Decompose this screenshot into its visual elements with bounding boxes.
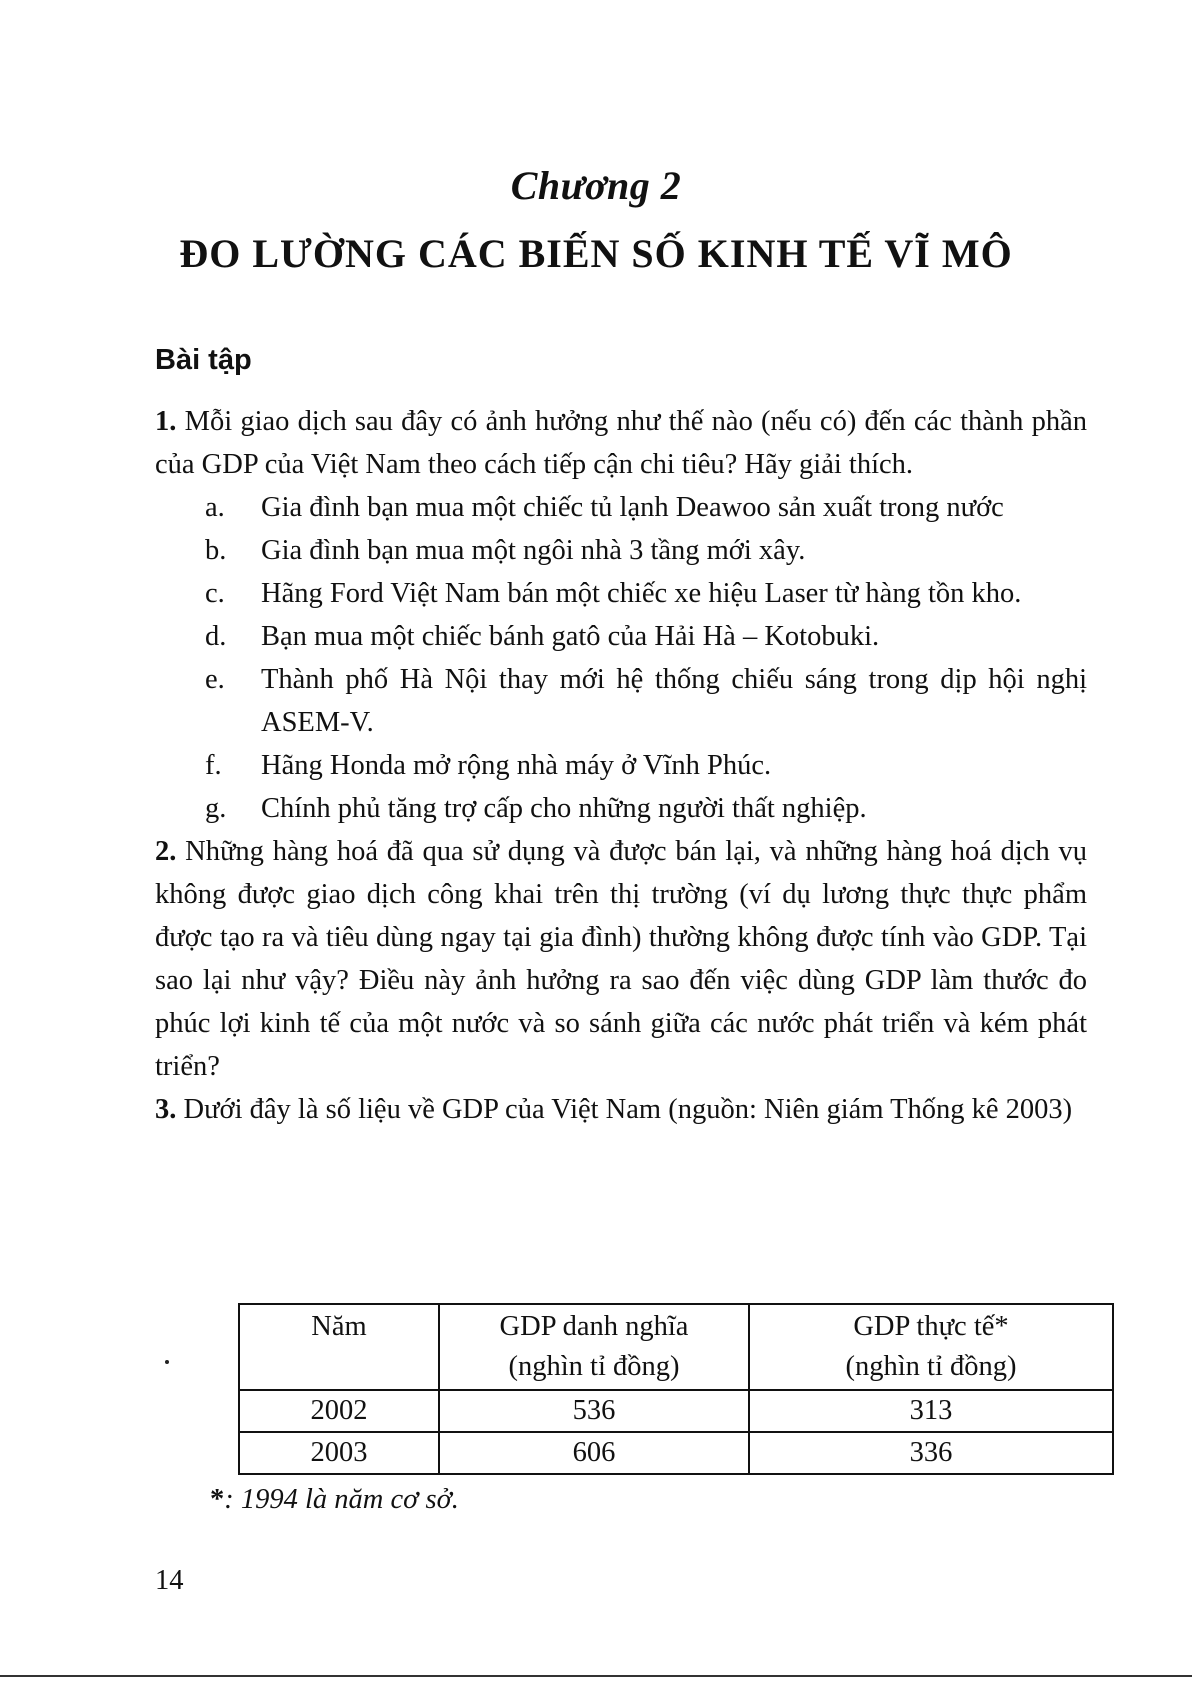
question-2-text: Những hàng hoá đã qua sử dụng và được bán lại, và những hàng hoá dịch vụ không được giao dịch công khai trên thị trường (ví dụ lương thực thực phẩm được tạo ra và tiêu dùng ngay tại gia đình) thường không được tính vào GDP. Tại sao lại như vậy? Điều này ảnh hưởng ra sao đến việc dùng GDP làm thước đo phúc lợi kinh tế của một nước và so sánh giữa các nước phát triển và kém phát triển? [155, 836, 1087, 1082]
page-number: 14 [155, 1565, 184, 1596]
item-text: Thành phố Hà Nội thay mới hệ thống chiếu sáng trong dịp hội nghị ASEM-V. [261, 664, 1087, 738]
table-footnote [210, 1484, 459, 1516]
item-text: Gia đình bạn mua một chiếc tủ lạnh Deawoo sản xuất trong nước [261, 492, 1004, 523]
cell-real: 313 [749, 1390, 1113, 1432]
list-item [205, 615, 1087, 658]
list-item [205, 486, 1087, 529]
item-text: Hãng Honda mở rộng nhà máy ở Vĩnh Phúc. [261, 750, 772, 781]
item-text: Bạn mua một chiếc bánh gatô của Hải Hà – Kotobuki. [261, 621, 880, 652]
item-letter: b. [205, 535, 227, 566]
list-item [205, 787, 1087, 830]
header-year: Năm [239, 1304, 439, 1390]
header-nominal-gdp: GDP danh nghĩa (nghìn tỉ đồng) [439, 1304, 749, 1390]
cell-year: 2003 [239, 1432, 439, 1474]
item-letter: a. [205, 492, 225, 523]
list-item [205, 529, 1087, 572]
cell-nominal: 536 [439, 1390, 749, 1432]
section-heading: Bài tập [155, 344, 252, 376]
table-header-row [239, 1304, 1113, 1390]
question-1 [155, 400, 1087, 486]
list-item [205, 744, 1087, 787]
cell-nominal: 606 [439, 1432, 749, 1474]
bottom-edge-line [0, 1675, 1192, 1677]
item-text: Hãng Ford Việt Nam bán một chiếc xe hiệu Laser từ hàng tồn kho. [261, 578, 1022, 609]
item-text: Gia đình bạn mua một ngôi nhà 3 tầng mới xây. [261, 535, 806, 566]
item-letter: e. [205, 664, 225, 695]
question-3 [155, 1088, 1087, 1131]
gdp-table-wrapper [238, 1303, 1114, 1475]
cell-real: 336 [749, 1432, 1113, 1474]
footnote-star: * [210, 1484, 225, 1515]
chapter-label: Chương 2 [510, 163, 682, 208]
question-2-number: 2. [155, 836, 177, 867]
chapter-title: ĐO LƯỜNG CÁC BIẾN SỐ KINH TẾ VĨ MÔ [179, 231, 1013, 276]
gdp-table [238, 1303, 1114, 1475]
question-3-number: 3. [155, 1094, 177, 1125]
item-text: Chính phủ tăng trợ cấp cho những người thất nghiệp. [261, 793, 867, 824]
cell-year: 2002 [239, 1390, 439, 1432]
table-row [239, 1432, 1113, 1474]
list-item [205, 658, 1087, 744]
footnote-text: : 1994 là năm cơ sở. [224, 1484, 459, 1515]
question-1-items [155, 486, 1087, 830]
item-letter: d. [205, 621, 227, 652]
item-letter: c. [205, 578, 225, 609]
header-real-gdp: GDP thực tế* (nghìn tỉ đồng) [749, 1304, 1113, 1390]
list-item [205, 572, 1087, 615]
question-1-text: Mỗi giao dịch sau đây có ảnh hưởng như thế nào (nếu có) đến các thành phần của GDP của Việt Nam theo cách tiếp cận chi tiêu? Hãy giải thích. [155, 406, 1088, 480]
item-letter: g. [205, 793, 227, 824]
item-letter: f. [205, 750, 222, 781]
stray-dot [165, 1360, 169, 1364]
question-2 [155, 830, 1087, 1088]
question-3-text: Dưới đây là số liệu về GDP của Việt Nam (nguồn: Niên giám Thống kê 2003) [183, 1094, 1073, 1125]
question-1-number: 1. [155, 406, 177, 437]
table-row [239, 1390, 1113, 1432]
exercise-body [155, 400, 1087, 1131]
